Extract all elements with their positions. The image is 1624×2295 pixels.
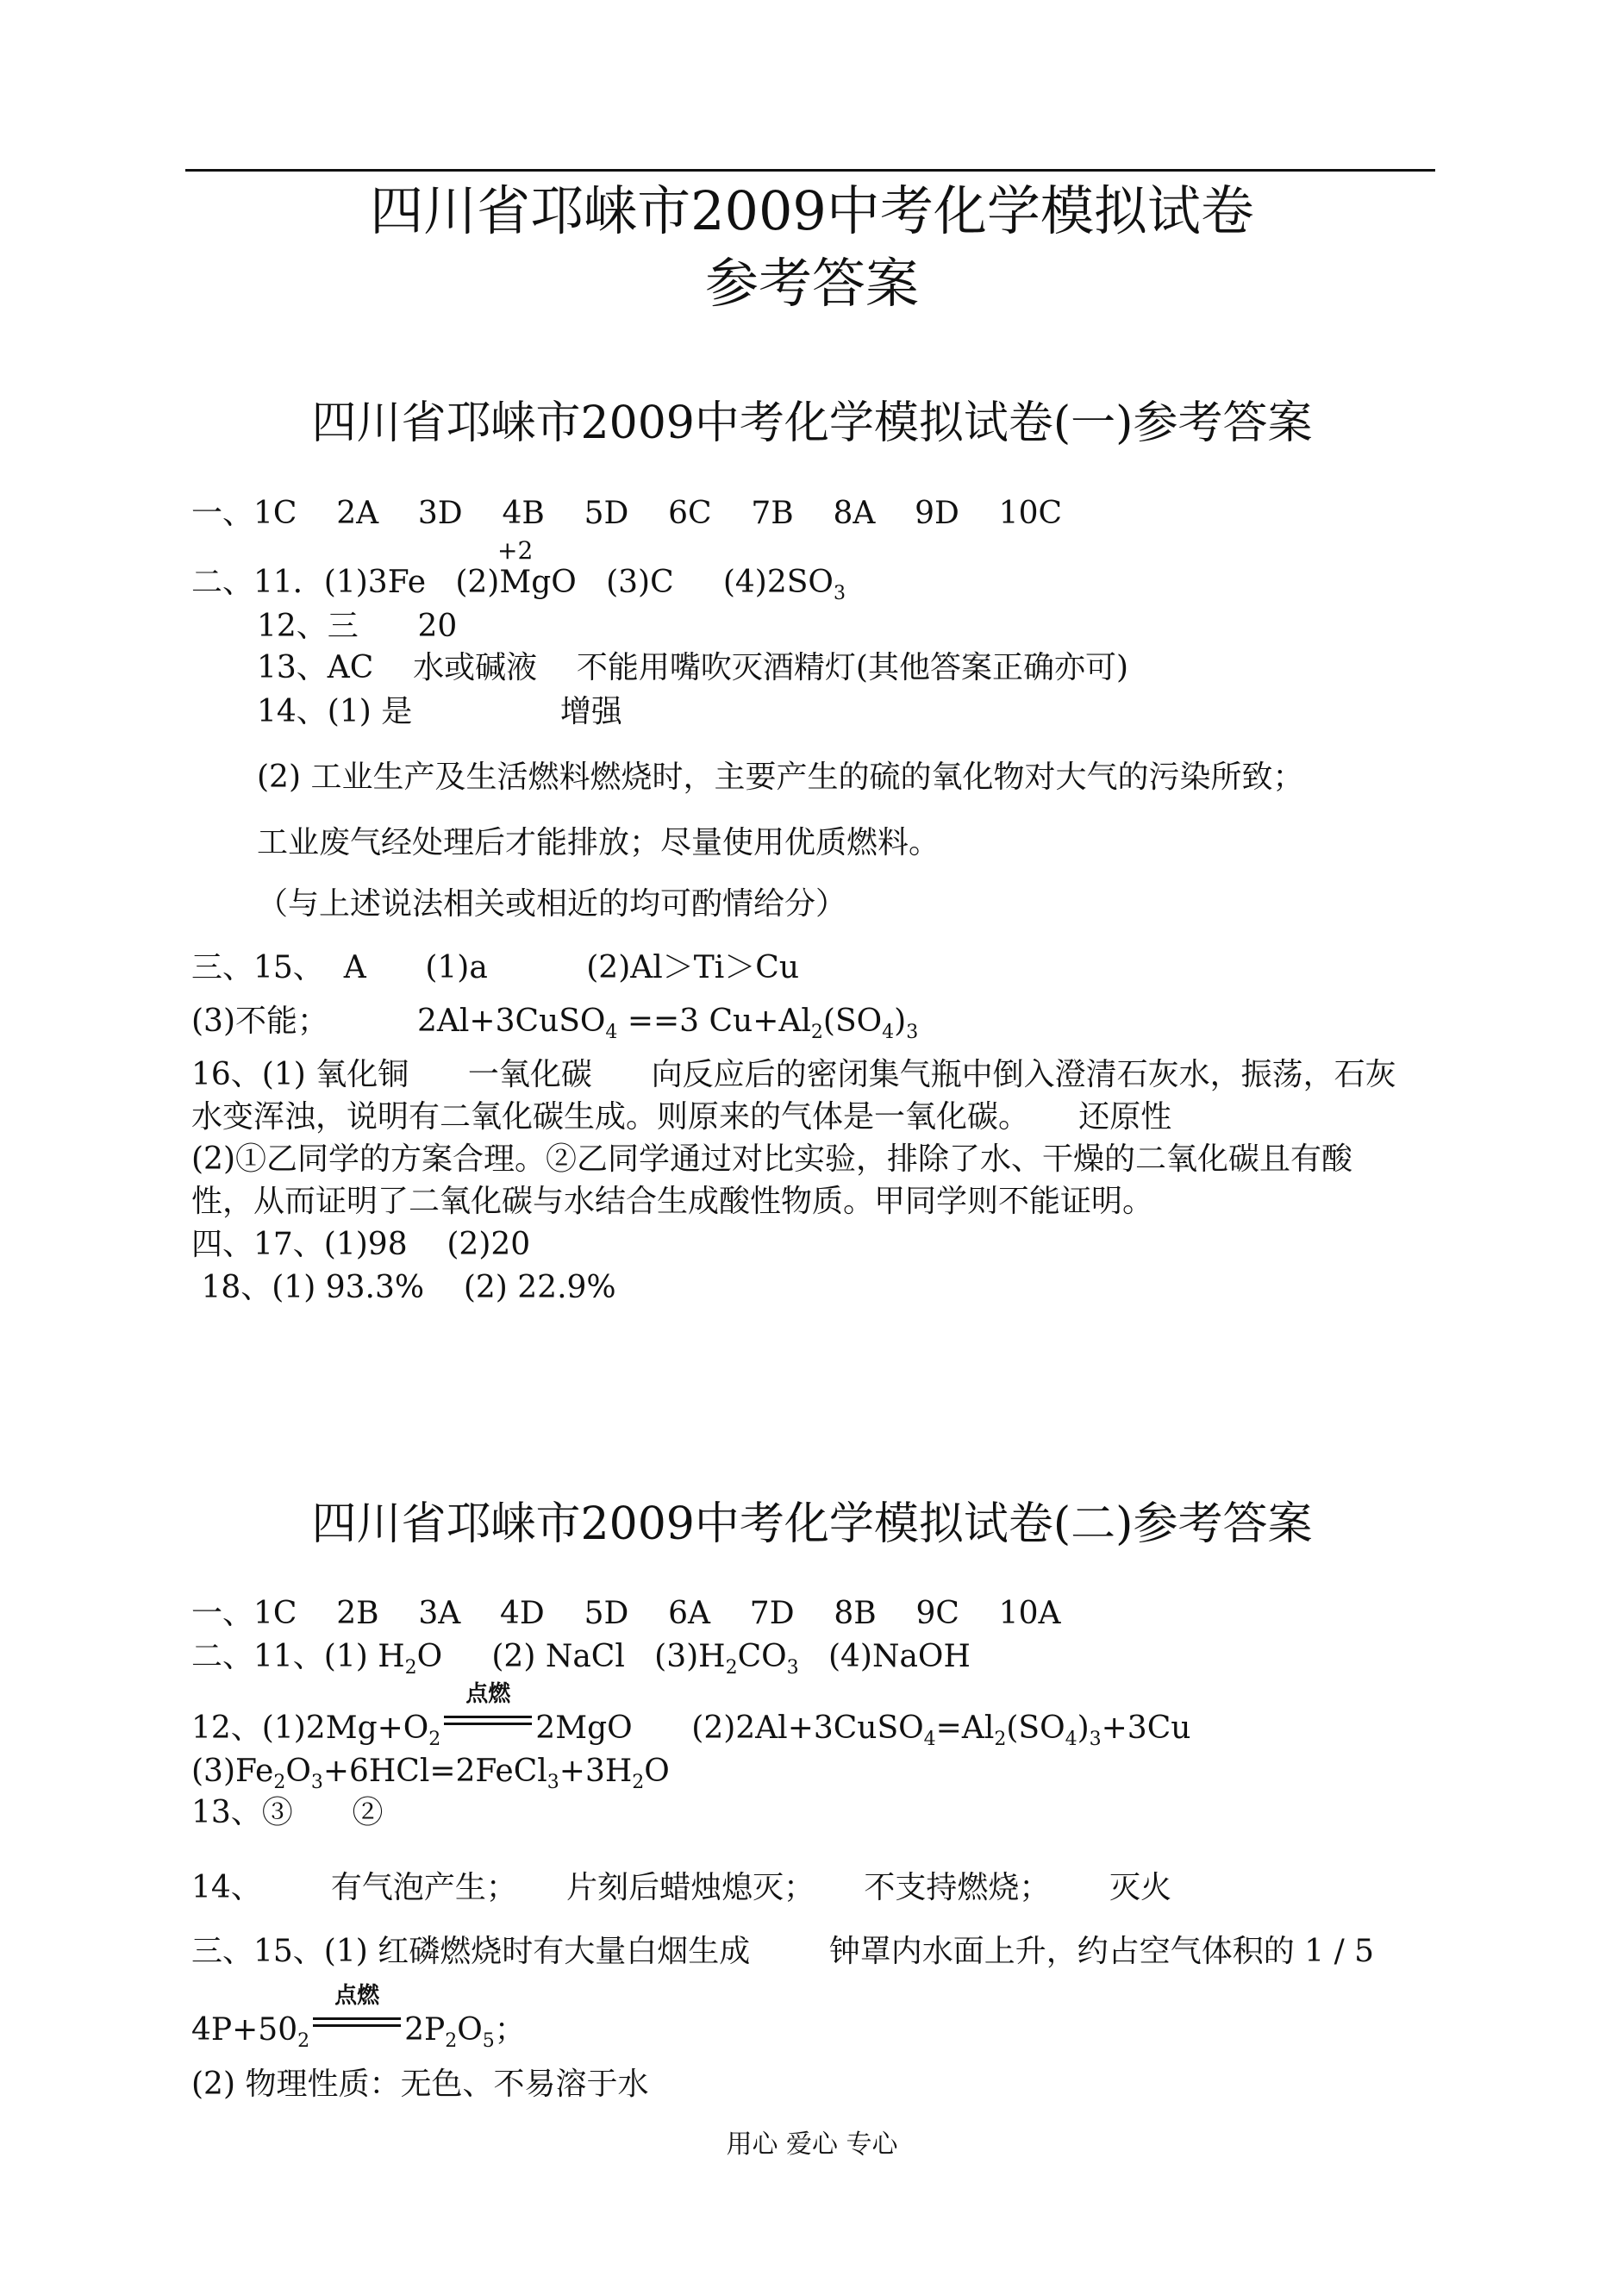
p1-q15-1: 三、15、 A (1)a (2)Al＞Ti＞Cu [191, 950, 800, 985]
p2-q15-2: $4P+50_2$ 点燃 $2P_2O_5$； [191, 1983, 526, 2052]
p1-q16-1: 16、(1) 氧化铜 一氧化碳 向反应后的密闭集气瓶中倒入澄清石灰水，振荡，石灰 [191, 1057, 1396, 1092]
document-title: 四川省邛崃市2009中考化学模拟试卷 [370, 179, 1254, 242]
p1-q12: 12、三 20 [257, 609, 458, 644]
p1-valence-mark: +2 [497, 536, 534, 565]
p2-mc-answers: 一、1C 2B 3A 4D 5D 6A 7D 8B 9C 10A [191, 1596, 1061, 1631]
reaction-condition: 点燃 [440, 1707, 535, 1738]
header-rule [185, 169, 1435, 172]
p2-q13: 13、③ ② [191, 1795, 384, 1830]
p1-q17: 四、17、(1)98 (2)20 [191, 1227, 531, 1262]
p1-q15-2: (3)不能； 2Al+3CuSO$_4$ ==3 $Cu+Al_2(SO_4)_3$ [191, 1004, 919, 1043]
p1-q14: 14、(1) 是 增强 [257, 694, 622, 729]
p2-q11: 二、11、(1) $H_2O$ (2) NaCl $(3)H_2CO_3$ (4)NaOH [191, 1639, 971, 1679]
page-footer: 用心 爱心 专心 [726, 2129, 898, 2160]
p1-q13: 13、AC 水或碱液 不能用嘴吹灭酒精灯(其他答案正确亦可) [257, 650, 1128, 685]
reaction-condition-2: 点燃 [309, 2009, 404, 2040]
p1-q11: 二、11．(1)3Fe (2)MgO (3)C $(4)2SO_3$ [191, 565, 846, 604]
p1-q14-4: （与上述说法相关或相近的均可酌情给分） [257, 886, 847, 922]
p2-q14: 14、 有气泡产生； 片刻后蜡烛熄灭； 不支持燃烧； 灭火 [191, 1870, 1172, 1905]
p2-q12-1: 12、$(1)2Mg+O_2$ 点燃 2MgO $(2)2Al+3CuSO_4=Al_2(SO_4)_3+3Cu$ [191, 1681, 1191, 1750]
p1-q16-4: 性，从而证明了二氧化碳与水结合生成酸性物质。甲同学则不能证明。 [191, 1184, 1154, 1219]
p2-q15-3: (2) 物理性质：无色、不易溶于水 [191, 2067, 649, 2102]
p1-q14-2: (2) 工业生产及生活燃料燃烧时，主要产生的硫的氧化物对大气的污染所致； [257, 760, 1304, 795]
p1-q16-3: (2)①乙同学的方案合理。②乙同学通过对比实验，排除了水、干燥的二氧化碳且有酸 [191, 1141, 1352, 1177]
p1-mc-answers: 一、1C 2A 3D 4B 5D 6C 7B 8A 9D 10C [191, 496, 1063, 531]
document-subtitle: 参考答案 [704, 252, 919, 315]
p1-q14-3: 工业废气经处理后才能排放；尽量使用优质燃料。 [257, 825, 940, 860]
p1-q16-2: 水变浑浊，说明有二氧化碳生成。则原来的气体是一氧化碳。 还原性 [191, 1099, 1172, 1135]
section-title-part1: 四川省邛崃市2009中考化学模拟试卷(一)参考答案 [311, 397, 1313, 449]
p2-q15-1: 三、15、(1) 红磷燃烧时有大量白烟生成 钟罩内水面上升，约占空气体积的 1 / 5 [191, 1934, 1375, 1969]
p2-q12-2: $(3)Fe_2O_3+6HCl=2FeCl_3+3H_2O$ [191, 1754, 670, 1793]
p1-q18: 18、(1) 93.3% (2) 22.9% [191, 1270, 616, 1305]
section-title-part2: 四川省邛崃市2009中考化学模拟试卷(二)参考答案 [311, 1498, 1313, 1550]
